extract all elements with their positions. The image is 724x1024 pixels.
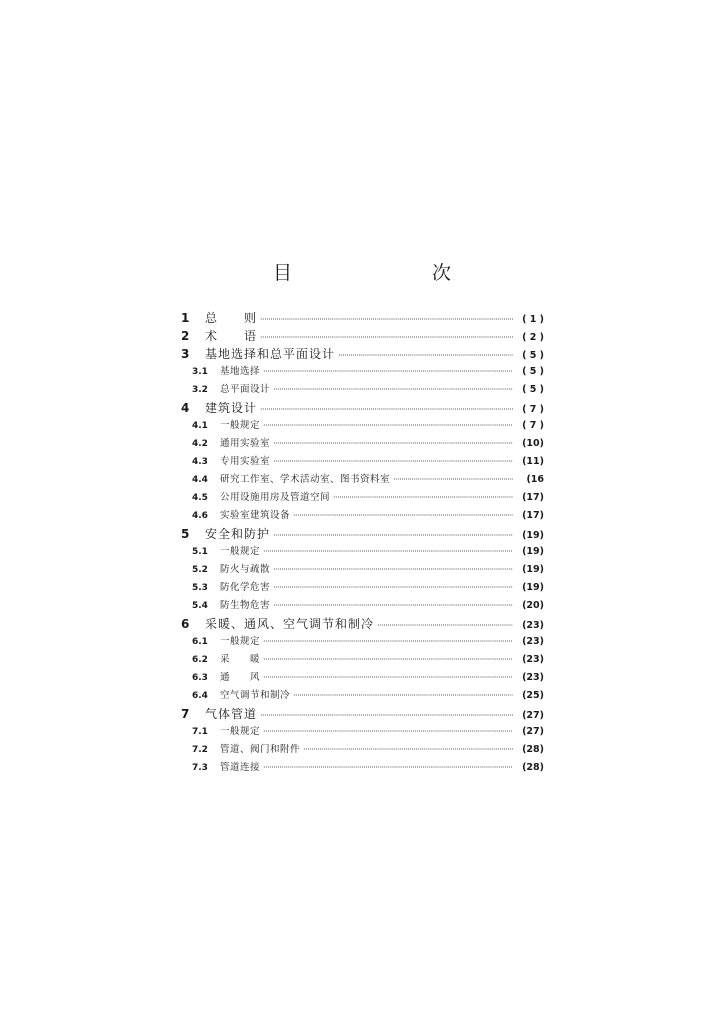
toc-entry-number: 5.1 (192, 547, 208, 557)
toc-entry-page: (19) (522, 546, 544, 557)
toc-section-row[interactable] (178, 669, 544, 687)
toc-entry-page: (25) (522, 690, 544, 701)
toc-entry-page: (11) (522, 456, 544, 467)
toc-entry-page: (27) (522, 710, 544, 721)
toc-entry-number: 4.1 (192, 421, 208, 431)
toc-dot-leader (263, 763, 513, 772)
toc-entry-page: ( 2 ) (522, 332, 544, 343)
toc-entry-page: (23) (522, 654, 544, 665)
toc-section-row[interactable] (178, 741, 544, 759)
toc-entry-title: 防生物危害 (220, 600, 271, 611)
toc-entry-title: 防化学危害 (220, 582, 271, 593)
toc-entry-page: (17) (522, 492, 544, 503)
toc-section-row[interactable] (178, 651, 544, 669)
toc-entry-title: 通用实验室 (220, 438, 271, 449)
toc-entry-number: 6.2 (192, 655, 208, 665)
toc-dot-leader (333, 493, 513, 502)
toc-dot-leader (260, 315, 513, 324)
toc-entry-title: 通 风 (220, 672, 261, 683)
toc-dot-leader (260, 711, 513, 720)
toc-chapter-row[interactable] (178, 615, 544, 633)
toc-section-row[interactable] (178, 561, 544, 579)
toc-dot-leader (293, 691, 513, 700)
toc-entry-page: ( 7 ) (522, 420, 544, 431)
toc-entry-number: 2 (181, 329, 190, 343)
toc-dot-leader (273, 385, 513, 394)
toc-section-row[interactable] (178, 381, 544, 399)
toc-entry-number: 7 (181, 707, 190, 721)
toc-entry-number: 7.3 (192, 763, 208, 773)
toc-entry-number: 4 (181, 401, 190, 415)
toc-entry-number: 4.6 (192, 511, 208, 521)
toc-entry-title: 基地选择 (220, 366, 261, 377)
toc-section-row[interactable] (178, 723, 544, 741)
toc-dot-leader (263, 637, 513, 646)
table-of-contents (178, 309, 544, 777)
toc-section-row[interactable] (178, 633, 544, 651)
toc-entry-page: (20) (522, 600, 544, 611)
toc-entry-title: 空气调节和制冷 (220, 690, 291, 701)
toc-entry-title: 采 暖 (220, 654, 261, 665)
toc-section-row[interactable] (178, 453, 544, 471)
toc-dot-leader (273, 457, 513, 466)
toc-entry-number: 7.1 (192, 727, 208, 737)
toc-chapter-row[interactable] (178, 525, 544, 543)
toc-entry-title: 建筑设计 (205, 401, 258, 415)
toc-entry-page: (16 (526, 474, 544, 485)
toc-chapter-row[interactable] (178, 309, 544, 327)
toc-entry-page: ( 7 ) (522, 404, 544, 415)
toc-entry-page: (19) (522, 564, 544, 575)
toc-entry-number: 5.2 (192, 565, 208, 575)
toc-dot-leader (273, 531, 513, 540)
toc-dot-leader (377, 621, 513, 630)
toc-entry-page: (17) (522, 510, 544, 521)
toc-section-row[interactable] (178, 471, 544, 489)
toc-section-row[interactable] (178, 489, 544, 507)
page-title: 目 次 (272, 262, 485, 284)
toc-dot-leader (393, 475, 513, 484)
toc-chapter-row[interactable] (178, 345, 544, 363)
toc-entry-page: (19) (522, 530, 544, 541)
toc-dot-leader (293, 511, 513, 520)
toc-entry-title: 一般规定 (220, 546, 261, 557)
toc-entry-number: 3.2 (192, 385, 208, 395)
toc-entry-number: 4.2 (192, 439, 208, 449)
toc-section-row[interactable] (178, 759, 544, 777)
toc-entry-title: 术 语 (205, 329, 258, 343)
toc-entry-number: 5.4 (192, 601, 208, 611)
toc-section-row[interactable] (178, 507, 544, 525)
toc-dot-leader (260, 405, 513, 414)
toc-entry-title: 一般规定 (220, 726, 261, 737)
toc-dot-leader (273, 439, 513, 448)
toc-dot-leader (263, 655, 513, 664)
toc-entry-title: 公用设施用房及管道空间 (220, 492, 331, 503)
toc-dot-leader (263, 727, 513, 736)
toc-entry-title: 研究工作室、学术活动室、图书资料室 (220, 474, 391, 485)
toc-entry-title: 气体管道 (205, 707, 258, 721)
toc-dot-leader (263, 421, 513, 430)
toc-section-row[interactable] (178, 435, 544, 453)
toc-entry-title: 采暖、通风、空气调节和制冷 (205, 617, 375, 631)
toc-entry-page: ( 5 ) (522, 366, 544, 377)
toc-entry-title: 防火与疏散 (220, 564, 271, 575)
toc-entry-title: 管道、阀门和附件 (220, 744, 301, 755)
toc-entry-title: 基地选择和总平面设计 (205, 347, 336, 361)
toc-dot-leader (263, 673, 513, 682)
toc-chapter-row[interactable] (178, 705, 544, 723)
toc-entry-title: 一般规定 (220, 420, 261, 431)
toc-chapter-row[interactable] (178, 399, 544, 417)
toc-entry-title: 总平面设计 (220, 384, 271, 395)
toc-entry-page: (27) (522, 726, 544, 737)
toc-section-row[interactable] (178, 579, 544, 597)
toc-entry-page: (10) (522, 438, 544, 449)
toc-dot-leader (273, 565, 513, 574)
toc-chapter-row[interactable] (178, 327, 544, 345)
toc-entry-title: 实验室建筑设备 (220, 510, 291, 521)
toc-entry-number: 5.3 (192, 583, 208, 593)
toc-dot-leader (260, 333, 513, 342)
toc-entry-number: 7.2 (192, 745, 208, 755)
toc-entry-page: (19) (522, 582, 544, 593)
toc-section-row[interactable] (178, 543, 544, 561)
toc-entry-number: 4.3 (192, 457, 208, 467)
toc-entry-page: (28) (522, 744, 544, 755)
toc-dot-leader (273, 601, 513, 610)
toc-entry-number: 1 (181, 311, 190, 325)
toc-entry-title: 总 则 (205, 311, 258, 325)
toc-dot-leader (338, 351, 513, 360)
toc-entry-page: ( 1 ) (522, 314, 544, 325)
toc-entry-page: ( 5 ) (522, 350, 544, 361)
toc-dot-leader (263, 547, 513, 556)
toc-entry-number: 6.1 (192, 637, 208, 647)
toc-entry-number: 4.5 (192, 493, 208, 503)
toc-entry-page: ( 5 ) (522, 384, 544, 395)
toc-section-row[interactable] (178, 417, 544, 435)
toc-entry-number: 5 (181, 527, 190, 541)
toc-entry-title: 专用实验室 (220, 456, 271, 467)
toc-section-row[interactable] (178, 597, 544, 615)
toc-entry-page: (23) (522, 672, 544, 683)
toc-entry-number: 3.1 (192, 367, 208, 377)
toc-entry-page: (23) (522, 636, 544, 647)
toc-dot-leader (263, 367, 513, 376)
toc-entry-number: 6.3 (192, 673, 208, 683)
toc-section-row[interactable] (178, 363, 544, 381)
toc-entry-title: 一般规定 (220, 636, 261, 647)
toc-dot-leader (303, 745, 513, 754)
toc-dot-leader (273, 583, 513, 592)
toc-section-row[interactable] (178, 687, 544, 705)
toc-entry-title: 管道连接 (220, 762, 261, 773)
toc-entry-number: 6 (181, 617, 190, 631)
toc-entry-number: 3 (181, 347, 190, 361)
toc-entry-page: (23) (522, 620, 544, 631)
toc-entry-title: 安全和防护 (205, 527, 271, 541)
toc-entry-number: 4.4 (192, 475, 208, 485)
toc-entry-page: (28) (522, 762, 544, 773)
toc-entry-number: 6.4 (192, 691, 208, 701)
